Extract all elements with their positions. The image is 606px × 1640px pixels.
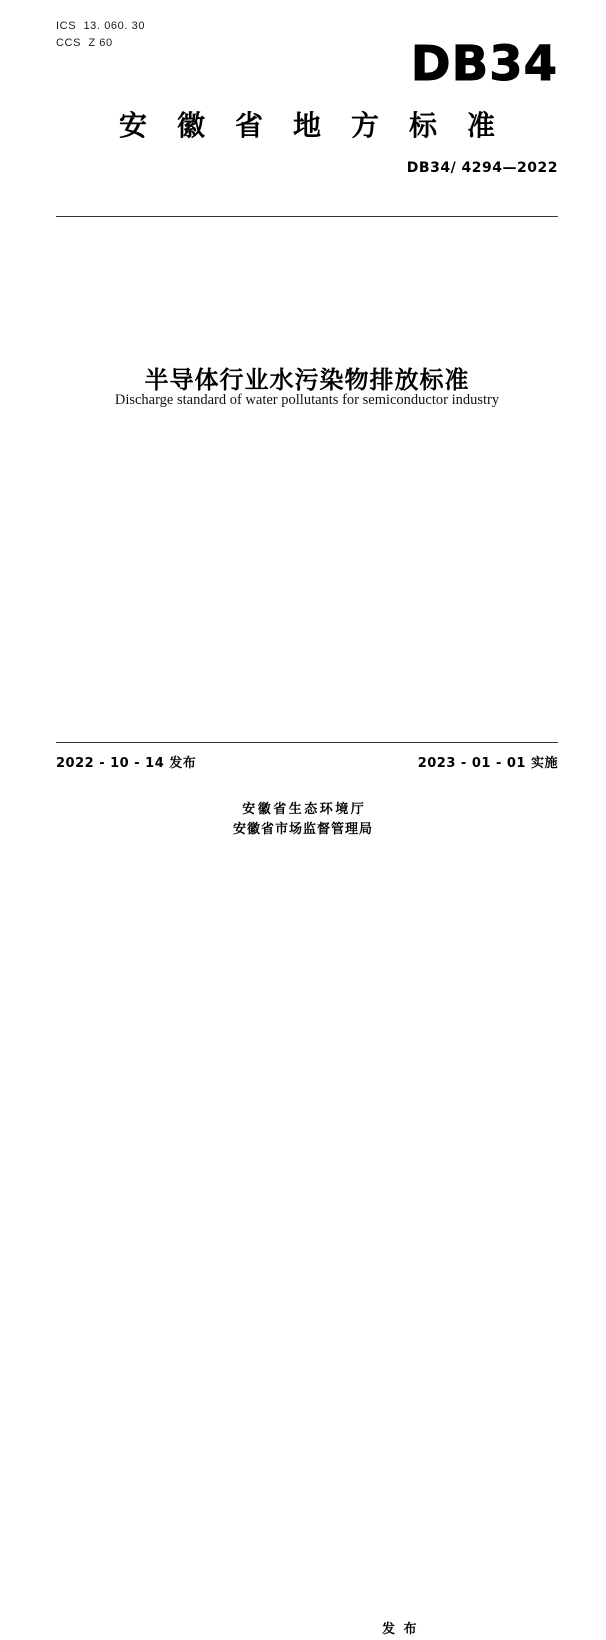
classification-codes bbox=[56, 18, 145, 52]
document-title-cn: 半导体行业水污染物排放标准 bbox=[144, 366, 470, 394]
issue-date: 2022 - 10 - 14 发布 bbox=[56, 756, 197, 771]
footer-divider bbox=[56, 742, 558, 743]
effective-date: 2023 - 01 - 01 实施 bbox=[417, 756, 558, 771]
ccs-code: CCS Z 60 bbox=[56, 37, 113, 49]
publisher-block bbox=[0, 800, 606, 1637]
standard-number: DB34/ 4294—2022 bbox=[406, 160, 558, 176]
header-divider bbox=[56, 216, 558, 217]
publisher-action-label: 发 布 bbox=[382, 1622, 419, 1637]
document-title-en: Discharge standard of water pollutants for semiconductor industry bbox=[114, 392, 500, 408]
db34-logo: DB34 bbox=[410, 36, 558, 92]
publisher-line-1: 安徽省生态环境厅 bbox=[242, 802, 367, 817]
ics-code: ICS 13. 060. 30 bbox=[56, 20, 146, 32]
publisher-line-2: 安徽省市场监督管理局 bbox=[232, 822, 373, 837]
standard-type-title: 安徽省地方标准 bbox=[118, 109, 525, 142]
